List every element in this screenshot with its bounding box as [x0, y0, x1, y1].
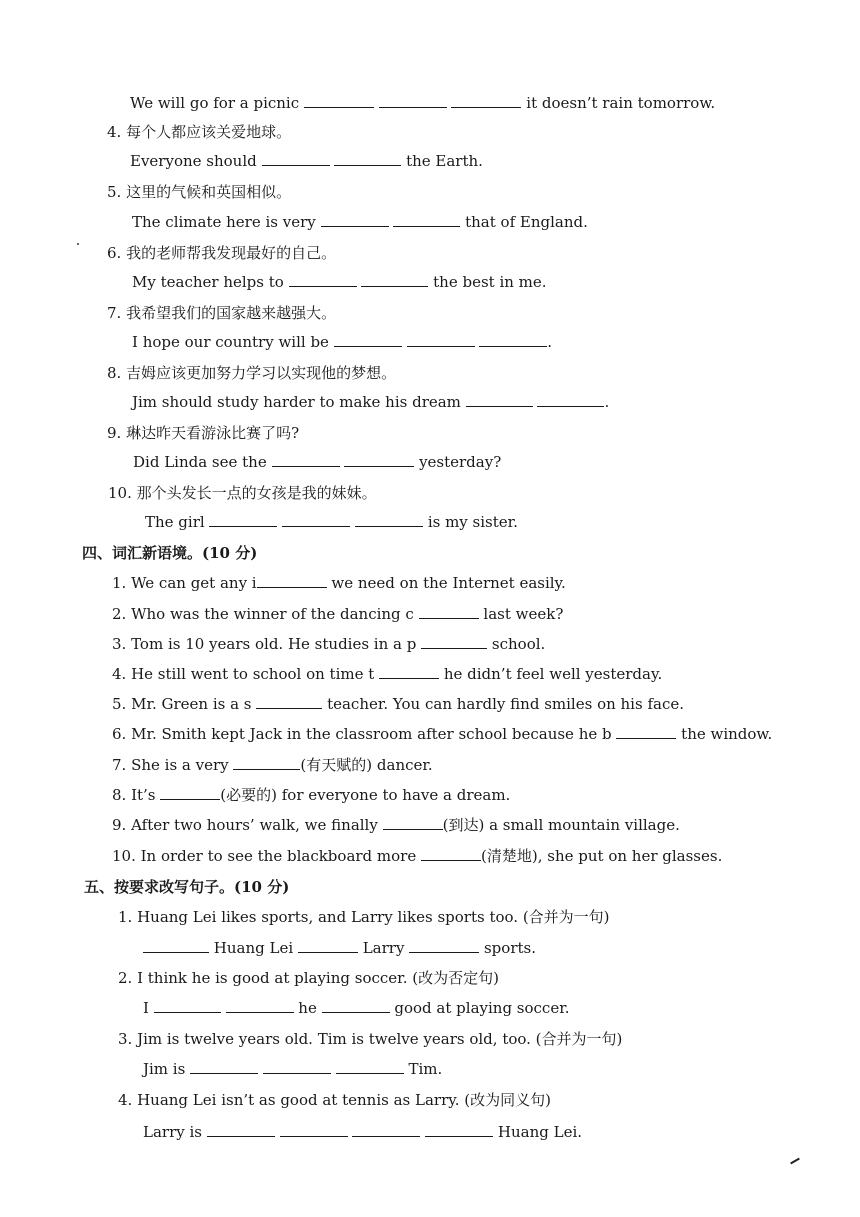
s5-q2-answer-line: [143, 997, 570, 1019]
text: 3. Tom is 10 years old. He studies in a p: [112, 635, 417, 653]
s4-item-5: [112, 693, 684, 715]
blank[interactable]: [282, 512, 350, 527]
text: 1. We can get any i: [112, 574, 257, 592]
blank[interactable]: [409, 938, 479, 953]
text: The girl: [145, 513, 205, 531]
blank[interactable]: [160, 785, 220, 800]
s4-item-2: [112, 603, 563, 625]
s3-q7-chinese: 7. 我希望我们的国家越来越强大。: [107, 304, 337, 322]
text: Tim.: [408, 1060, 443, 1078]
text: we need on the Internet easily.: [331, 574, 566, 592]
blank[interactable]: [321, 212, 389, 227]
blank[interactable]: [344, 452, 414, 467]
s4-item-10: [112, 845, 722, 867]
blank[interactable]: [143, 938, 209, 953]
text: the window.: [681, 725, 773, 743]
text: Jim should study harder to make his dream: [132, 393, 461, 411]
text: My teacher helps to: [132, 273, 284, 291]
blank[interactable]: [537, 392, 604, 407]
text: school.: [491, 635, 546, 653]
s3-q10-answer-line: [145, 511, 518, 533]
s4-item-9: [112, 814, 680, 836]
text: good at playing soccer.: [394, 999, 570, 1017]
text: Everyone should: [130, 152, 257, 170]
s4-item-7: [112, 754, 433, 776]
text: yesterday?: [419, 453, 502, 471]
s3-q4-chinese: 4. 每个人都应该关爱地球。: [107, 123, 292, 141]
text: .: [604, 393, 610, 411]
blank[interactable]: [209, 512, 277, 527]
s4-item-8: [112, 784, 510, 806]
s3-q5-answer-line: [132, 211, 588, 233]
s3-q6-answer-line: [132, 271, 547, 293]
blank[interactable]: [479, 332, 547, 347]
s3-q3-answer-line: [130, 92, 715, 114]
s5-q1-answer-line: [143, 937, 536, 959]
blank[interactable]: [466, 392, 533, 407]
text: 5. Mr. Green is a s: [112, 695, 252, 713]
s3-q8-chinese: 8. 吉姆应该更加努力学习以实现他的梦想。: [107, 364, 397, 382]
text: the Earth.: [406, 152, 483, 170]
text: 7. She is a very: [112, 756, 229, 774]
s3-q9-chinese: 9. 琳达昨天看游泳比赛了吗?: [107, 424, 300, 442]
blank[interactable]: [272, 452, 340, 467]
text: Jim is: [143, 1060, 186, 1078]
blank[interactable]: [233, 755, 300, 770]
text: Larry is: [143, 1123, 202, 1141]
blank[interactable]: [256, 694, 322, 709]
blank[interactable]: [451, 93, 521, 108]
s3-q5-chinese: 5. 这里的气候和英国相似。: [107, 183, 292, 201]
text: last week?: [483, 605, 564, 623]
blank[interactable]: [419, 604, 479, 619]
text: (清楚地), she put on her glasses.: [481, 847, 723, 865]
s3-q10-chinese: 10. 那个头发长一点的女孩是我的妹妹。: [108, 484, 377, 502]
text: 9. After two hours’ walk, we finally: [112, 816, 378, 834]
speck: [77, 243, 79, 245]
blank[interactable]: [334, 151, 401, 166]
blank[interactable]: [379, 93, 447, 108]
s4-item-1: [112, 572, 566, 594]
text: sports.: [483, 939, 536, 957]
s3-q8-answer-line: [132, 391, 609, 413]
s4-item-3: [112, 633, 545, 655]
blank[interactable]: [361, 272, 428, 287]
s4-item-4: [112, 663, 662, 685]
text: Did Linda see the: [133, 453, 267, 471]
s5-q4-prompt: 4. Huang Lei isn’t as good at tennis as Larry. (改为同义句): [118, 1091, 551, 1109]
blank[interactable]: [322, 998, 390, 1013]
text: .: [547, 333, 553, 351]
blank[interactable]: [226, 998, 294, 1013]
blank[interactable]: [207, 1122, 275, 1137]
text: I hope our country will be: [132, 333, 329, 351]
text: Huang Lei: [213, 939, 294, 957]
text: he didn’t feel well yesterday.: [443, 665, 663, 683]
text: The climate here is very: [132, 213, 316, 231]
text: Huang Lei.: [497, 1123, 583, 1141]
text: (到达) a small mountain village.: [442, 816, 680, 834]
text: 4. He still went to school on time t: [112, 665, 375, 683]
text: (有天赋的) dancer.: [300, 756, 433, 774]
blank[interactable]: [262, 151, 330, 166]
s5-q3-answer-line: [143, 1058, 442, 1080]
blank[interactable]: [190, 1059, 258, 1074]
blank[interactable]: [334, 332, 402, 347]
blank[interactable]: [263, 1059, 331, 1074]
text: it doesn’t rain tomorrow.: [526, 94, 716, 112]
blank[interactable]: [298, 938, 358, 953]
s5-q4-answer-line: [143, 1121, 582, 1143]
text: 10. In order to see the blackboard more: [112, 847, 417, 865]
blank[interactable]: [425, 1122, 493, 1137]
s4-item-6: [112, 723, 772, 745]
text: is my sister.: [427, 513, 518, 531]
text: (必要的) for everyone to have a dream.: [220, 786, 511, 804]
s5-q3-prompt: 3. Jim is twelve years old. Tim is twelve years old, too. (合并为一句): [118, 1030, 623, 1048]
blank[interactable]: [289, 272, 357, 287]
text: Larry: [362, 939, 405, 957]
blank[interactable]: [280, 1122, 348, 1137]
s3-q4-answer-line: [130, 150, 483, 172]
text: that of England.: [465, 213, 588, 231]
s3-q9-answer-line: [133, 451, 501, 473]
s3-q7-answer-line: [132, 331, 552, 353]
text: teacher. You can hardly find smiles on his face.: [327, 695, 684, 713]
blank[interactable]: [336, 1059, 404, 1074]
pen-mark: [790, 1158, 800, 1165]
blank[interactable]: [355, 512, 423, 527]
section5-heading: 五、按要求改写句子。(10 分): [84, 878, 290, 896]
text: 2. Who was the winner of the dancing c: [112, 605, 414, 623]
blank[interactable]: [383, 815, 443, 830]
text: 8. It’s: [112, 786, 156, 804]
text: the best in me.: [433, 273, 547, 291]
text: I: [143, 999, 149, 1017]
blank[interactable]: [616, 724, 676, 739]
section4-heading: 四、词汇新语境。(10 分): [82, 544, 258, 562]
blank[interactable]: [352, 1122, 420, 1137]
blank[interactable]: [407, 332, 475, 347]
s3-q6-chinese: 6. 我的老师帮我发现最好的自己。: [107, 244, 337, 262]
text: he: [298, 999, 317, 1017]
blank[interactable]: [379, 664, 439, 679]
s5-q1-prompt: 1. Huang Lei likes sports, and Larry likes sports too. (合并为一句): [118, 908, 610, 926]
blank[interactable]: [393, 212, 460, 227]
blank[interactable]: [257, 573, 327, 588]
blank[interactable]: [421, 634, 487, 649]
text: 6. Mr. Smith kept Jack in the classroom after school because he b: [112, 725, 612, 743]
text: We will go for a picnic: [130, 94, 300, 112]
s5-q2-prompt: 2. I think he is good at playing soccer. (改为否定句): [118, 969, 499, 987]
blank[interactable]: [304, 93, 374, 108]
blank[interactable]: [421, 846, 481, 861]
blank[interactable]: [154, 998, 221, 1013]
